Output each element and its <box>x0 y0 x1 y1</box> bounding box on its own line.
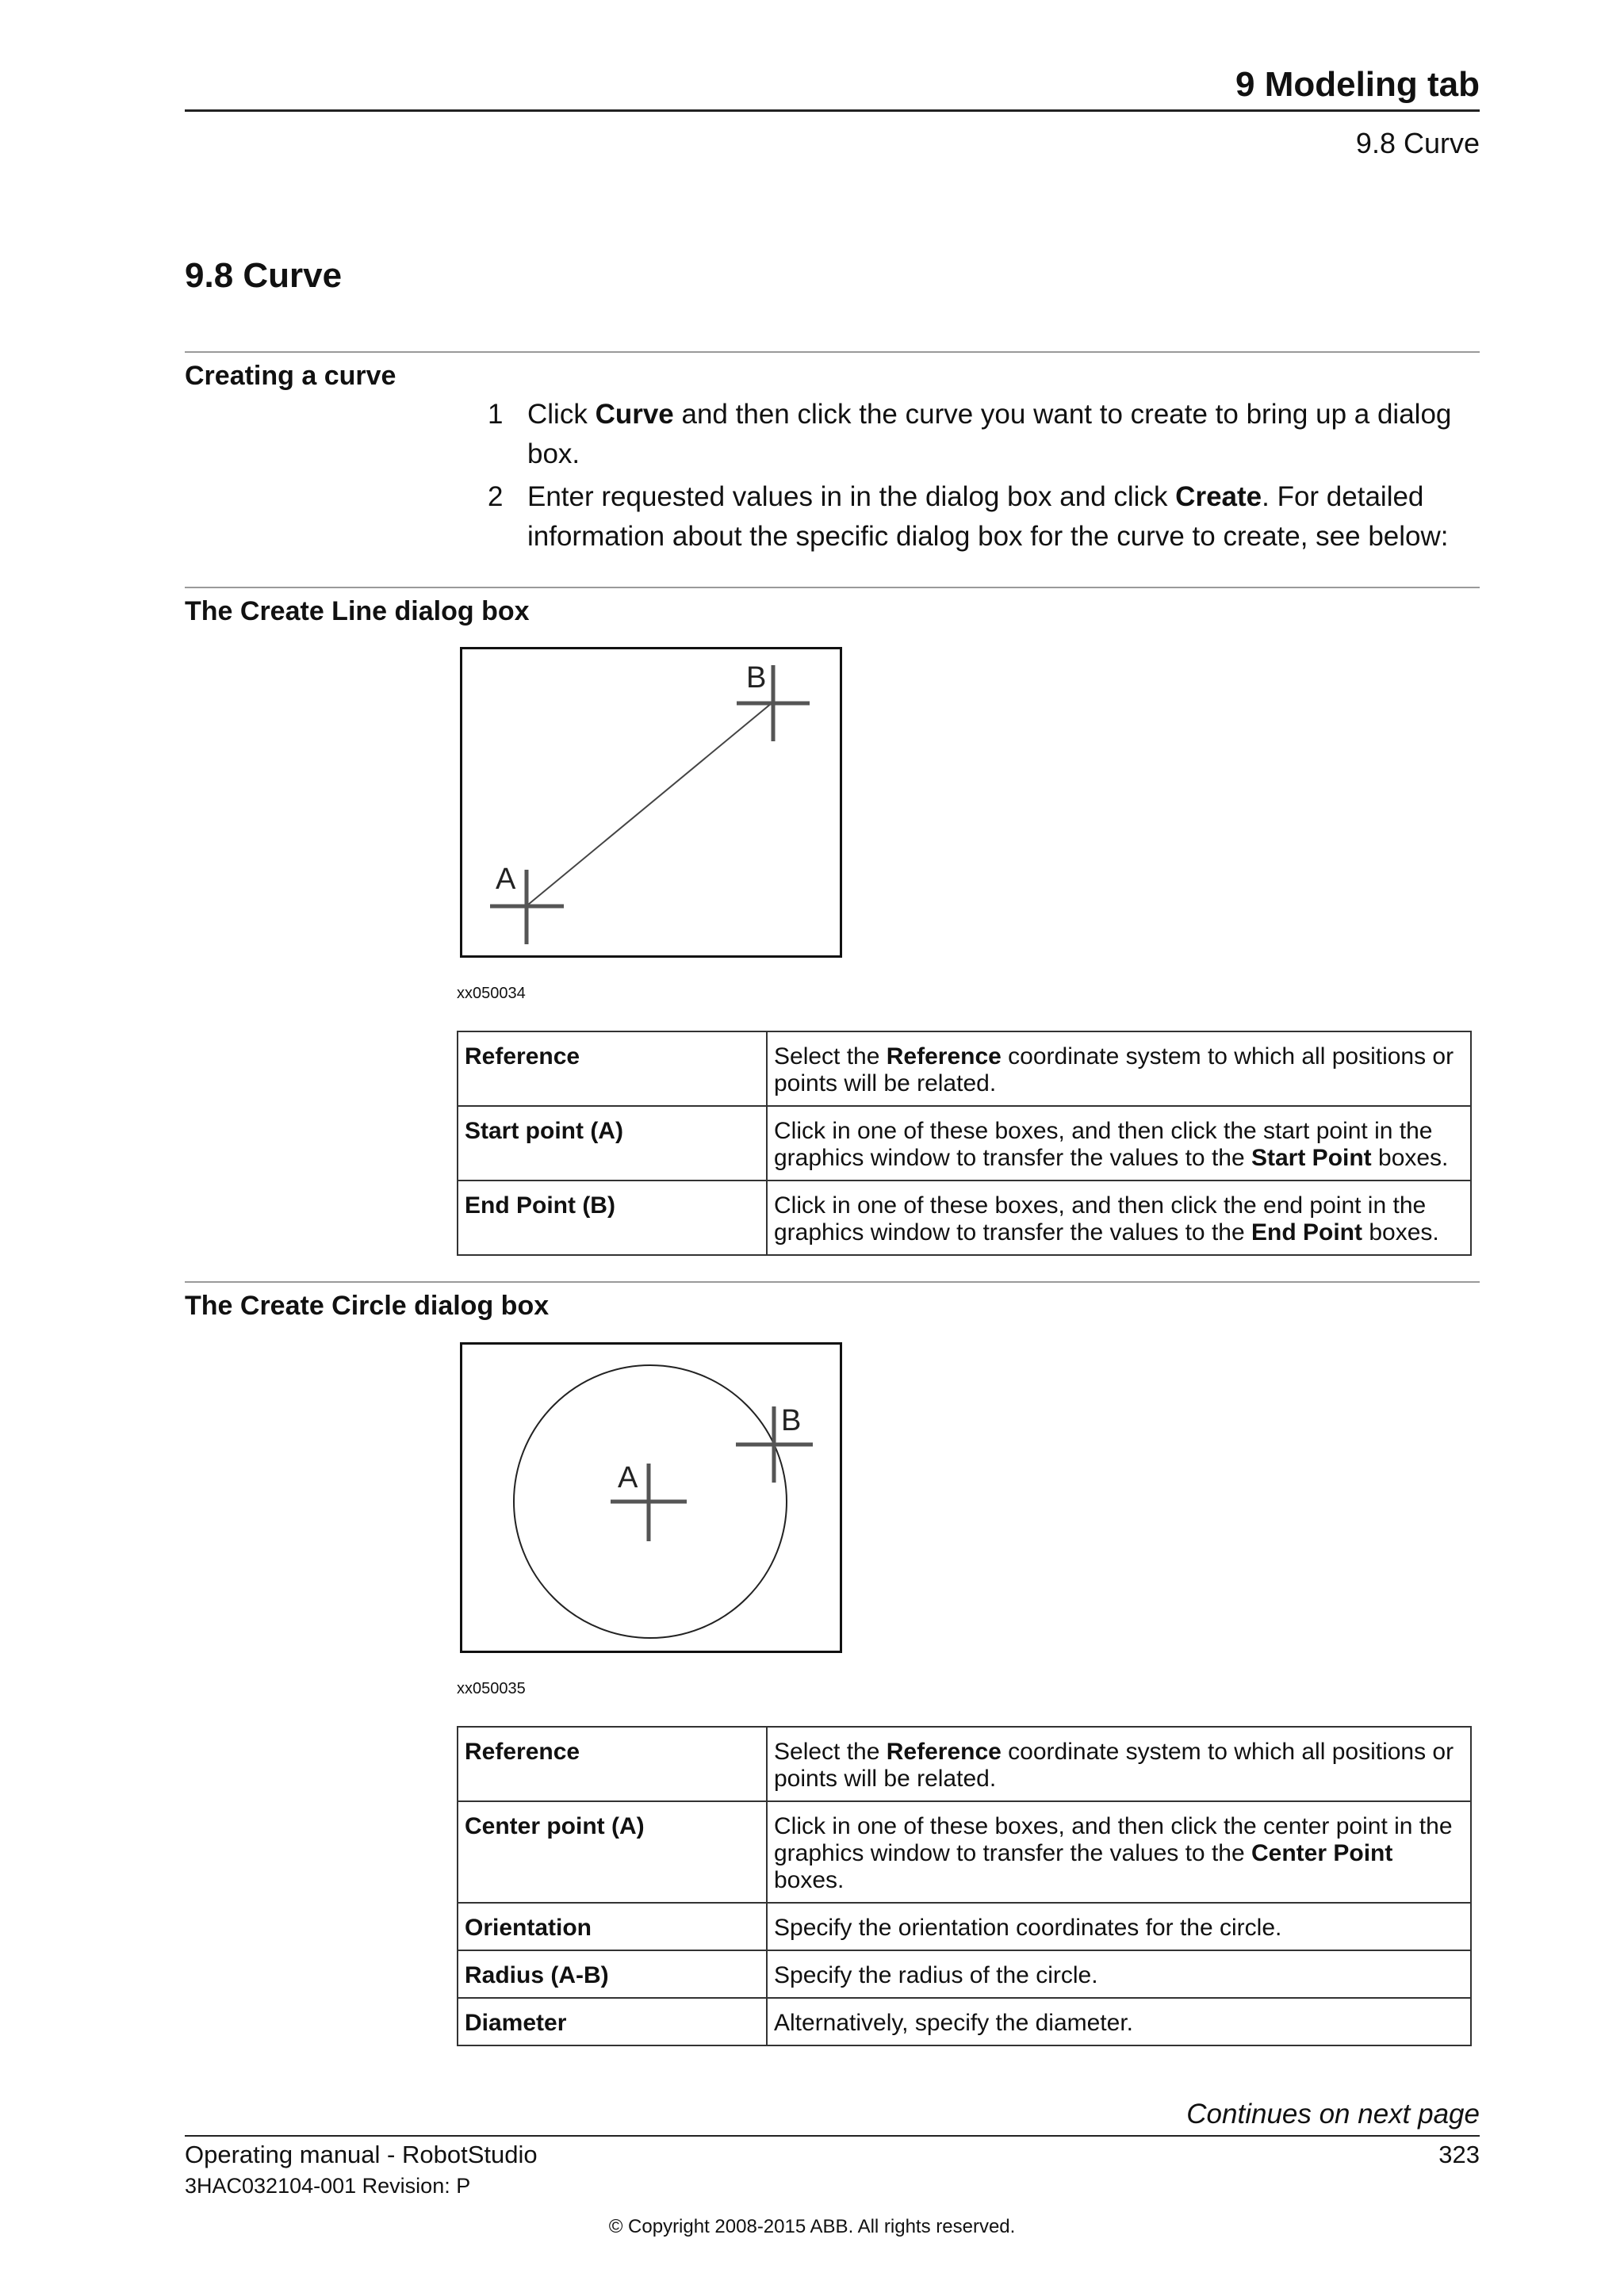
table-row <box>458 1801 1471 1903</box>
description-cell: Specify the radius of the circle. <box>767 1950 1471 1998</box>
step-number: 1 <box>488 399 504 430</box>
description-cell: Specify the orientation coordinates for the circle. <box>767 1903 1471 1950</box>
create-line-heading: The Create Line dialog box <box>185 596 530 626</box>
term-cell: Start point (A) <box>458 1106 767 1181</box>
description-cell: Alternatively, specify the diameter. <box>767 1998 1471 2045</box>
term-cell: Diameter <box>458 1998 767 2045</box>
table-row <box>458 1998 1471 2045</box>
term-cell: Reference <box>458 1727 767 1801</box>
step-2 <box>488 477 1479 557</box>
description-cell: Click in one of these boxes, and then click the start point in the graphics window to transfer the values to the Start Point boxes. <box>767 1106 1471 1181</box>
copyright: © Copyright 2008-2015 ABB. All rights reserved. <box>608 2216 1016 2237</box>
description-cell: Click in one of these boxes, and then click the end point in the graphics window to transfer the values to the End Point boxes. <box>767 1181 1471 1255</box>
continues-note: Continues on next page <box>1186 2099 1480 2130</box>
line-diagram <box>462 649 845 960</box>
table-row <box>458 1031 1471 1106</box>
creating-curve-heading: Creating a curve <box>185 361 396 391</box>
section-divider <box>185 351 1480 353</box>
running-header-section: 9.8 Curve <box>1355 127 1480 159</box>
point-label-b: B <box>746 661 767 695</box>
table-row <box>458 1181 1471 1255</box>
term-cell: Orientation <box>458 1903 767 1950</box>
circle-diagram <box>462 1345 845 1655</box>
point-label-a: A <box>496 863 516 896</box>
figure-id: xx050035 <box>457 1680 526 1697</box>
create-circle-figure <box>460 1342 842 1653</box>
step-number: 2 <box>488 481 504 512</box>
description-cell: Select the Reference coordinate system to which all positions or points will be related. <box>767 1031 1471 1106</box>
table-row <box>458 1106 1471 1181</box>
running-header-chapter: 9 Modeling tab <box>1235 65 1480 104</box>
section-divider <box>185 587 1480 588</box>
line-segment <box>528 703 772 905</box>
step-text: Click Curve and then click the curve you want to create to bring up a dialog box. <box>527 399 1452 469</box>
term-cell: Center point (A) <box>458 1801 767 1903</box>
point-label-a: A <box>618 1461 638 1494</box>
section-divider <box>185 1281 1480 1283</box>
description-cell: Click in one of these boxes, and then click the center point in the graphics window to transfer the values to the Center Point boxes. <box>767 1801 1471 1903</box>
manual-title: Operating manual - RobotStudio <box>185 2141 538 2168</box>
term-cell: End Point (B) <box>458 1181 767 1255</box>
table-row <box>458 1727 1471 1801</box>
document-id: 3HAC032104-001 Revision: P <box>185 2174 471 2198</box>
page-title: 9.8 Curve <box>185 256 343 295</box>
term-cell: Radius (A-B) <box>458 1950 767 1998</box>
point-label-b: B <box>781 1404 802 1437</box>
step-text: Enter requested values in in the dialog box and click Create. For detailed information about the specific dialog box for the curve to create, see below: <box>527 481 1449 552</box>
create-circle-heading: The Create Circle dialog box <box>185 1291 550 1321</box>
term-cell: Reference <box>458 1031 767 1106</box>
create-line-figure <box>460 647 842 958</box>
step-1 <box>488 395 1479 474</box>
figure-id: xx050034 <box>457 985 526 1002</box>
table-row <box>458 1903 1471 1950</box>
table-row <box>458 1950 1471 1998</box>
create-line-table <box>457 1031 1472 1256</box>
page-number: 323 <box>1438 2141 1480 2168</box>
create-circle-table <box>457 1726 1472 2046</box>
description-cell: Select the Reference coordinate system to which all positions or points will be related. <box>767 1727 1471 1801</box>
footer-rule <box>185 2135 1480 2137</box>
header-rule <box>185 109 1480 112</box>
